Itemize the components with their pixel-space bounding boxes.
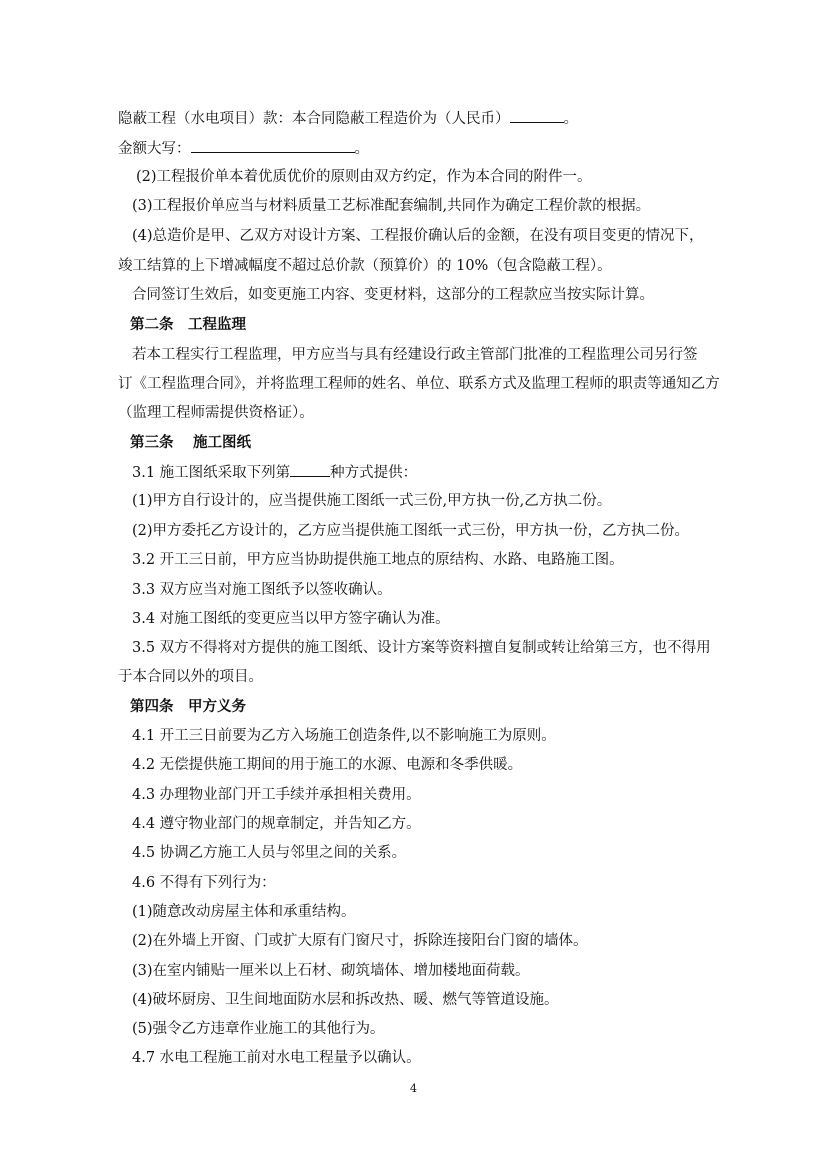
paragraph-4-6-5: (5)强令乙方违章作业施工的其他行为。 — [132, 1021, 385, 1037]
paragraph-3-1-2: (2)甲方委托乙方设计的，乙方应当提供施工图纸一式三份，甲方执一份，乙方执二份。 — [132, 523, 690, 539]
paragraph-supervision-3: （监理工程师需提供资格证）。 — [118, 405, 314, 421]
paragraph-3-3: 3.3 双方应当对施工图纸予以签收确认。 — [132, 582, 392, 598]
paragraph-item-4-cont: 竣工结算的上下增减幅度不超过总价款（预算价）的 10%（包含隐蔽工程）。 — [118, 258, 612, 274]
paragraph-4-7: 4.7 水电工程施工前对水电工程量予以确认。 — [132, 1050, 421, 1066]
text-amount-label: 金额大写： — [118, 141, 191, 157]
paragraph-supervision-1: 若本工程实行工程监理，甲方应当与具有经建设行政主管部门批准的工程监理公司另行签 — [132, 347, 698, 363]
page-number: 4 — [410, 1082, 417, 1095]
paragraph-3-2: 3.2 开工三日前，甲方应当协助提供施工地点的原结构、水路、电路施工图。 — [132, 552, 624, 568]
paragraph-4-6: 4.6 不得有下列行为： — [132, 875, 276, 891]
paragraph-4-6-2: (2)在外墙上开窗、门或扩大原有门窗尺寸，拆除连接阳台门窗的墙体。 — [132, 933, 588, 949]
text-3-1-tail: 种方式提供： — [330, 465, 418, 481]
paragraph-4-4: 4.4 遵守物业部门的规章制定，并告知乙方。 — [132, 816, 421, 832]
text-3-1: 3.1 施工图纸采取下列第 — [132, 465, 291, 481]
paragraph-3-5: 3.5 双方不得将对方提供的施工图纸、设计方案等资料擅自复制或转让给第三方，也不得用 — [132, 640, 711, 656]
paragraph-4-3: 4.3 办理物业部门开工手续并承担相关费用。 — [132, 787, 421, 803]
text-period: 。 — [563, 111, 578, 127]
paragraph-3-1 — [132, 462, 417, 483]
paragraph-4-6-3: (3)在室内铺贴一厘米以上石材、砌筑墙体、增加楼地面荷载。 — [132, 963, 530, 979]
blank-price-field — [510, 108, 564, 123]
paragraph-hidden-works-price — [118, 108, 578, 129]
paragraph-3-1-1: (1)甲方自行设计的，应当提供施工图纸一式三份,甲方执一份,乙方执二份。 — [132, 493, 612, 509]
blank-amount-field — [191, 138, 355, 153]
blank-method-field — [290, 462, 330, 477]
heading-article-3: 第三条 施工图纸 — [130, 434, 252, 451]
paragraph-amount-in-words — [118, 138, 369, 159]
paragraph-item-2: (2)工程报价单本着优质优价的原则由双方约定，作为本合同的附件一。 — [136, 169, 592, 185]
paragraph-contract-change: 合同签订生效后，如变更施工内容、变更材料，这部分的工程款应当按实际计算。 — [132, 287, 654, 303]
paragraph-4-2: 4.2 无偿提供施工期间的用于施工的水源、电源和冬季供暖。 — [132, 757, 523, 773]
paragraph-4-6-4: (4)破坏厨房、卫生间地面防水层和拆改热、暖、燃气等管道设施。 — [132, 992, 559, 1008]
paragraph-3-4: 3.4 对施工图纸的变更应当以甲方签字确认为准。 — [132, 611, 450, 627]
paragraph-4-5: 4.5 协调乙方施工人员与邻里之间的关系。 — [132, 845, 407, 861]
paragraph-4-6-1: (1)随意改动房屋主体和承重结构。 — [132, 904, 356, 920]
paragraph-supervision-2: 订《工程监理合同》，并将监理工程师的姓名、单位、联系方式及监理工程师的职责等通知乙方 — [118, 376, 720, 392]
text-hidden-works-price: 隐蔽工程（水电项目）款：本合同隐蔽工程造价为（人民币） — [118, 111, 510, 127]
paragraph-item-4: (4)总造价是甲、乙双方对设计方案、工程报价确认后的金额，在没有项目变更的情况下， — [132, 228, 704, 244]
paragraph-item-3: (3)工程报价单应当与材料质量工艺标准配套编制,共同作为确定工程价款的根据。 — [132, 198, 651, 214]
paragraph-3-5-cont: 于本合同以外的项目。 — [118, 669, 263, 685]
paragraph-4-1: 4.1 开工三日前要为乙方入场施工创造条件,以不影响施工为原则。 — [132, 728, 556, 744]
heading-article-2: 第二条 工程监理 — [130, 316, 246, 333]
text-period: 。 — [354, 141, 369, 157]
heading-article-4: 第四条 甲方义务 — [130, 698, 246, 715]
